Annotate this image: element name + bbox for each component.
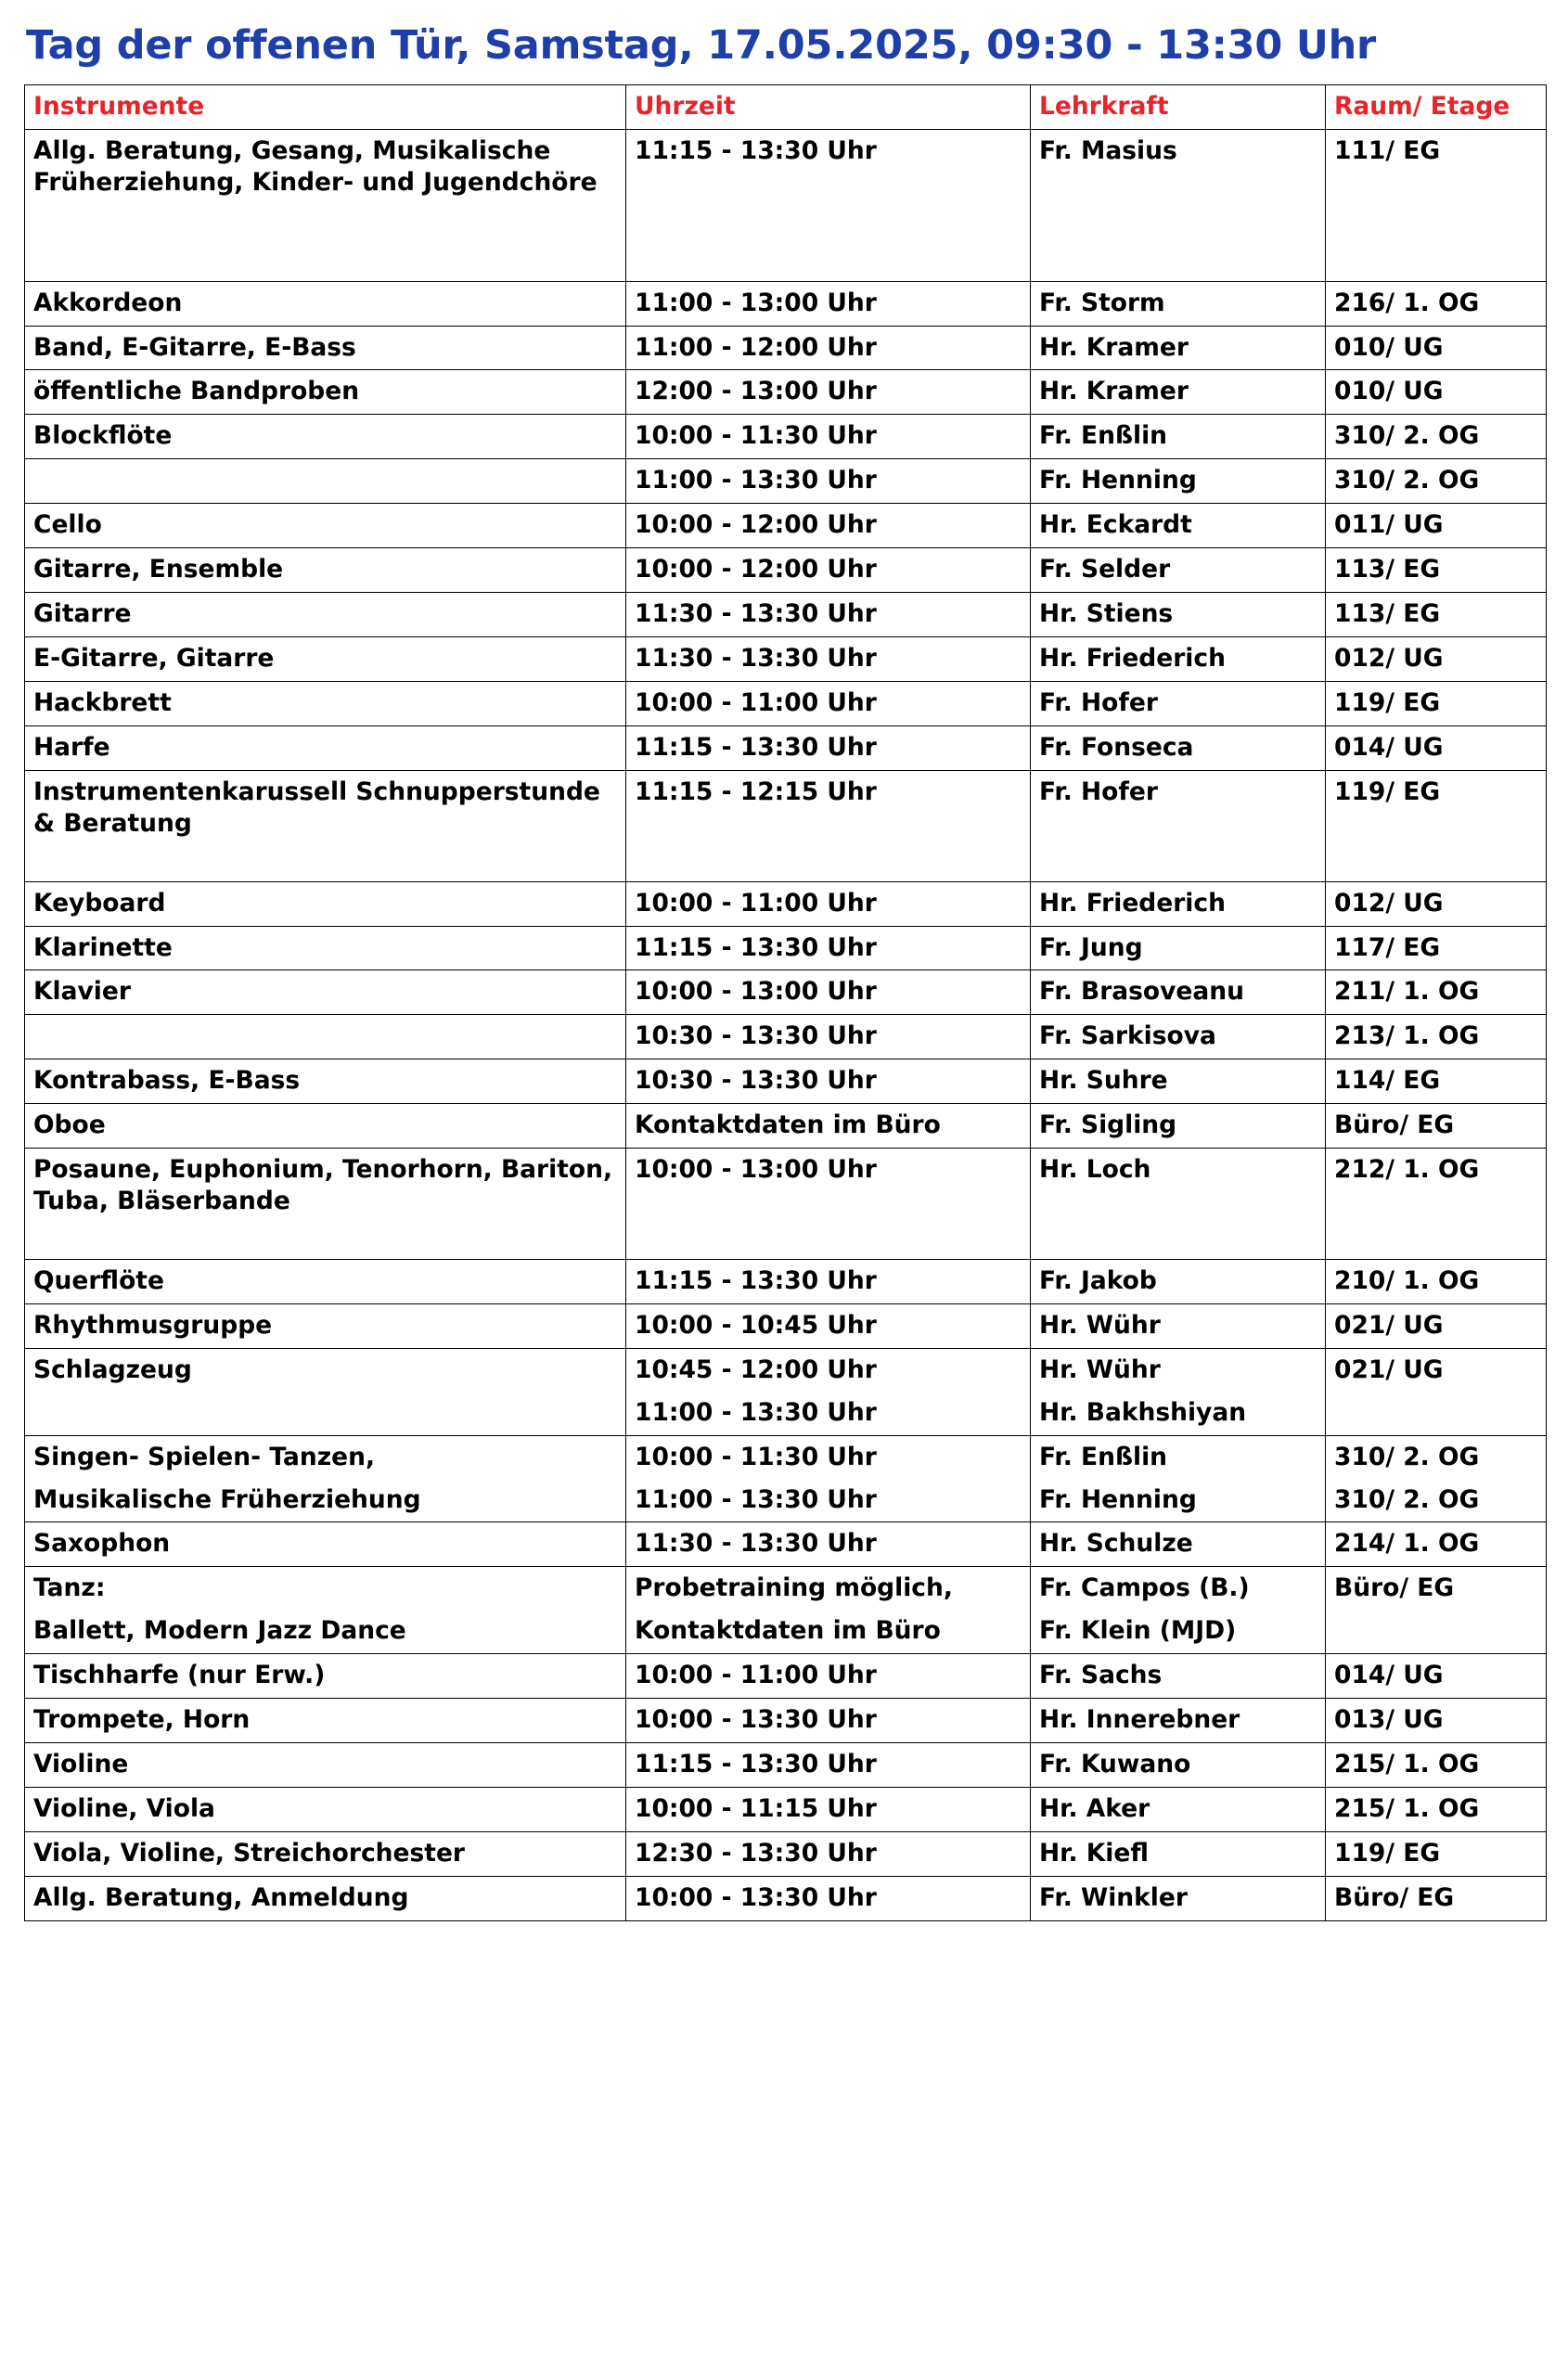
cell-room: 119/ EG [1326, 1831, 1547, 1876]
cell-teacher: Hr. Kiefl [1031, 1831, 1326, 1876]
cell-instrument: Blockflöte [25, 415, 626, 459]
cell-room: 212/ 1. OG [1326, 1149, 1547, 1260]
cell-instrument: Gitarre, Ensemble [25, 548, 626, 593]
table-header-row [25, 84, 1547, 129]
cell-instrument [25, 459, 626, 504]
cell-teacher-line: Fr. Enßlin [1039, 1442, 1168, 1471]
cell-teacher: Fr. Sachs [1031, 1654, 1326, 1699]
cell-instrument: Akkordeon [25, 281, 626, 326]
cell-time: 11:00 - 13:30 Uhr [626, 459, 1031, 504]
table-row [25, 681, 1547, 725]
cell-teacher: Fr. Sarkisova [1031, 1015, 1326, 1059]
cell-time: 11:15 - 13:30 Uhr [626, 1260, 1031, 1304]
cell-time: 11:00 - 13:00 Uhr [626, 281, 1031, 326]
cell-teacher: Hr. Friederich [1031, 636, 1326, 681]
table-body [25, 129, 1547, 1920]
cell-time: 10:00 - 12:00 Uhr [626, 504, 1031, 548]
cell-instrument: Trompete, Horn [25, 1699, 626, 1743]
table-row [25, 326, 1547, 370]
cell-instrument: Harfe [25, 725, 626, 770]
cell-room: 014/ UG [1326, 725, 1547, 770]
cell-time: 10:00 - 11:00 Uhr [626, 1654, 1031, 1699]
cell-teacher: Hr. Schulze [1031, 1522, 1326, 1567]
cell-instrument: Posaune, Euphonium, Tenorhorn, Bariton, Tuba, Bläserbande [25, 1149, 626, 1260]
cell-time: 10:00 - 11:15 Uhr [626, 1787, 1031, 1831]
cell-teacher: Hr. Stiens [1031, 592, 1326, 636]
cell-time: 11:30 - 13:30 Uhr [626, 636, 1031, 681]
cell-teacher: Fr. Hofer [1031, 681, 1326, 725]
cell-time: 11:15 - 13:30 Uhr [626, 1743, 1031, 1788]
table-row [25, 281, 1547, 326]
cell-teacher: Fr. Selder [1031, 548, 1326, 593]
cell-teacher: Fr. Enßlin [1031, 415, 1326, 459]
cell-time: 11:00 - 12:00 Uhr [626, 326, 1031, 370]
table-row [25, 1831, 1547, 1876]
cell-teacher [1031, 1435, 1326, 1522]
table-row [25, 459, 1547, 504]
cell-teacher-line: Fr. Campos (B.) [1039, 1573, 1250, 1603]
cell-time: 11:30 - 13:30 Uhr [626, 1522, 1031, 1567]
cell-instrument: Allg. Beratung, Anmeldung [25, 1876, 626, 1920]
cell-instrument: Viola, Violine, Streichorchester [25, 1831, 626, 1876]
cell-room: 213/ 1. OG [1326, 1015, 1547, 1059]
cell-instrument-line: Ballett, Modern Jazz Dance [33, 1616, 406, 1646]
cell-room: 119/ EG [1326, 770, 1547, 881]
table-row [25, 415, 1547, 459]
cell-instrument [25, 1435, 626, 1522]
cell-room-line: 310/ 2. OG [1334, 1484, 1480, 1514]
cell-instrument: Kontrabass, E-Bass [25, 1059, 626, 1104]
cell-teacher: Hr. Eckardt [1031, 504, 1326, 548]
cell-teacher: Fr. Hofer [1031, 770, 1326, 881]
cell-room: 216/ 1. OG [1326, 281, 1547, 326]
cell-instrument: Keyboard [25, 881, 626, 926]
cell-time: 10:00 - 11:00 Uhr [626, 881, 1031, 926]
cell-instrument-line: Singen- Spielen- Tanzen, [33, 1442, 376, 1471]
cell-teacher [1031, 1567, 1326, 1654]
cell-instrument: Querflöte [25, 1260, 626, 1304]
cell-teacher: Hr. Loch [1031, 1149, 1326, 1260]
table-row [25, 1567, 1547, 1654]
cell-teacher: Hr. Innerebner [1031, 1699, 1326, 1743]
table-row [25, 129, 1547, 281]
cell-instrument: Violine [25, 1743, 626, 1788]
cell-teacher: Hr. Kramer [1031, 370, 1326, 415]
cell-room: 119/ EG [1326, 681, 1547, 725]
table-row [25, 1059, 1547, 1104]
cell-instrument: Gitarre [25, 592, 626, 636]
table-row [25, 926, 1547, 970]
table-row [25, 770, 1547, 881]
cell-teacher: Fr. Kuwano [1031, 1743, 1326, 1788]
cell-instrument: Rhythmusgruppe [25, 1303, 626, 1348]
cell-room-line: 310/ 2. OG [1334, 1442, 1480, 1471]
open-day-schedule-table [24, 84, 1547, 1921]
cell-teacher: Fr. Henning [1031, 459, 1326, 504]
table-row [25, 1015, 1547, 1059]
table-row [25, 1104, 1547, 1149]
cell-time-line: 11:00 - 13:30 Uhr [635, 1397, 877, 1427]
cell-instrument: E-Gitarre, Gitarre [25, 636, 626, 681]
cell-instrument: öffentliche Bandproben [25, 370, 626, 415]
table-row [25, 548, 1547, 593]
cell-time-line: Kontaktdaten im Büro [635, 1616, 941, 1646]
cell-time [626, 1435, 1031, 1522]
table-row [25, 504, 1547, 548]
cell-room: 210/ 1. OG [1326, 1260, 1547, 1304]
cell-teacher: Fr. Brasoveanu [1031, 970, 1326, 1015]
table-row [25, 1303, 1547, 1348]
table-row [25, 1699, 1547, 1743]
cell-room: 113/ EG [1326, 592, 1547, 636]
cell-time-line: 10:00 - 11:30 Uhr [635, 1442, 877, 1471]
cell-room: 012/ UG [1326, 636, 1547, 681]
cell-time: 11:30 - 13:30 Uhr [626, 592, 1031, 636]
cell-room [1326, 1435, 1547, 1522]
cell-instrument-line: Musikalische Früherziehung [33, 1484, 421, 1514]
cell-teacher: Fr. Jakob [1031, 1260, 1326, 1304]
cell-room: 013/ UG [1326, 1699, 1547, 1743]
column-header-instruments: Instrumente [25, 84, 626, 129]
cell-room: 010/ UG [1326, 326, 1547, 370]
table-row [25, 1876, 1547, 1920]
cell-teacher-line: Hr. Wühr [1039, 1354, 1161, 1384]
cell-instrument: Klavier [25, 970, 626, 1015]
cell-instrument: Saxophon [25, 1522, 626, 1567]
cell-time: 10:00 - 11:30 Uhr [626, 415, 1031, 459]
cell-room: Büro/ EG [1326, 1104, 1547, 1149]
cell-teacher: Fr. Winkler [1031, 1876, 1326, 1920]
column-header-teacher: Lehrkraft [1031, 84, 1326, 129]
cell-instrument [25, 1567, 626, 1654]
cell-teacher: Hr. Aker [1031, 1787, 1326, 1831]
table-row [25, 970, 1547, 1015]
cell-room: Büro/ EG [1326, 1876, 1547, 1920]
table-row [25, 1654, 1547, 1699]
cell-room: 211/ 1. OG [1326, 970, 1547, 1015]
cell-instrument: Violine, Viola [25, 1787, 626, 1831]
cell-teacher-line: Fr. Henning [1039, 1484, 1197, 1514]
table-row [25, 881, 1547, 926]
cell-time: 11:15 - 13:30 Uhr [626, 129, 1031, 281]
column-header-room: Raum/ Etage [1326, 84, 1547, 129]
cell-instrument: Tischharfe (nur Erw.) [25, 1654, 626, 1699]
cell-time: 10:00 - 13:30 Uhr [626, 1876, 1031, 1920]
page-title: Tag der offenen Tür, Samstag, 17.05.2025, 09:30 - 13:30 Uhr [26, 22, 1377, 69]
cell-time-line: 10:45 - 12:00 Uhr [635, 1354, 877, 1384]
table-row [25, 370, 1547, 415]
cell-instrument [25, 1015, 626, 1059]
cell-teacher: Fr. Fonseca [1031, 725, 1326, 770]
cell-teacher: Fr. Sigling [1031, 1104, 1326, 1149]
cell-room: 214/ 1. OG [1326, 1522, 1547, 1567]
table-row [25, 1522, 1547, 1567]
cell-time: Kontaktdaten im Büro [626, 1104, 1031, 1149]
cell-time: 10:30 - 13:30 Uhr [626, 1059, 1031, 1104]
cell-instrument: Allg. Beratung, Gesang, Musikalische Früherziehung, Kinder- und Jugendchöre [25, 129, 626, 281]
cell-time: 10:00 - 13:00 Uhr [626, 1149, 1031, 1260]
cell-instrument: Klarinette [25, 926, 626, 970]
cell-room: 021/ UG [1326, 1348, 1547, 1435]
cell-instrument: Schlagzeug [25, 1348, 626, 1435]
cell-teacher: Fr. Masius [1031, 129, 1326, 281]
cell-room: 117/ EG [1326, 926, 1547, 970]
cell-teacher: Hr. Wühr [1031, 1303, 1326, 1348]
cell-time-line: 11:00 - 13:30 Uhr [635, 1484, 877, 1514]
cell-time [626, 1348, 1031, 1435]
cell-time: 10:00 - 11:00 Uhr [626, 681, 1031, 725]
table-row [25, 1435, 1547, 1522]
table-row [25, 1348, 1547, 1435]
cell-instrument: Band, E-Gitarre, E-Bass [25, 326, 626, 370]
cell-room: 310/ 2. OG [1326, 459, 1547, 504]
cell-teacher: Fr. Jung [1031, 926, 1326, 970]
cell-time: 10:30 - 13:30 Uhr [626, 1015, 1031, 1059]
cell-time: 10:00 - 13:00 Uhr [626, 970, 1031, 1015]
cell-instrument: Hackbrett [25, 681, 626, 725]
cell-teacher-line: Hr. Bakhshiyan [1039, 1397, 1247, 1427]
cell-teacher: Hr. Suhre [1031, 1059, 1326, 1104]
cell-room: 010/ UG [1326, 370, 1547, 415]
cell-teacher: Hr. Friederich [1031, 881, 1326, 926]
table-row [25, 1260, 1547, 1304]
cell-room: 113/ EG [1326, 548, 1547, 593]
table-row [25, 1743, 1547, 1788]
table-row [25, 1149, 1547, 1260]
cell-room: 012/ UG [1326, 881, 1547, 926]
cell-time: 12:30 - 13:30 Uhr [626, 1831, 1031, 1876]
cell-time: 10:00 - 12:00 Uhr [626, 548, 1031, 593]
cell-room: 021/ UG [1326, 1303, 1547, 1348]
cell-teacher-line: Fr. Klein (MJD) [1039, 1616, 1237, 1646]
table-row [25, 592, 1547, 636]
cell-teacher: Hr. Kramer [1031, 326, 1326, 370]
cell-instrument: Cello [25, 504, 626, 548]
cell-room: 215/ 1. OG [1326, 1787, 1547, 1831]
cell-instrument: Instrumentenkarussell Schnupperstunde & Beratung [25, 770, 626, 881]
cell-time: 11:15 - 12:15 Uhr [626, 770, 1031, 881]
cell-time: 10:00 - 10:45 Uhr [626, 1303, 1031, 1348]
cell-teacher [1031, 1348, 1326, 1435]
cell-teacher: Fr. Storm [1031, 281, 1326, 326]
table-row [25, 636, 1547, 681]
column-header-time: Uhrzeit [626, 84, 1031, 129]
cell-instrument: Oboe [25, 1104, 626, 1149]
cell-room: 014/ UG [1326, 1654, 1547, 1699]
cell-room: 111/ EG [1326, 129, 1547, 281]
cell-room: 011/ UG [1326, 504, 1547, 548]
cell-time-line: Probetraining möglich, [635, 1573, 953, 1603]
cell-room: Büro/ EG [1326, 1567, 1547, 1654]
cell-time: 10:00 - 13:30 Uhr [626, 1699, 1031, 1743]
cell-room: 310/ 2. OG [1326, 415, 1547, 459]
cell-room: 114/ EG [1326, 1059, 1547, 1104]
cell-room: 215/ 1. OG [1326, 1743, 1547, 1788]
table-row [25, 1787, 1547, 1831]
cell-time: 11:15 - 13:30 Uhr [626, 926, 1031, 970]
cell-instrument-line: Tanz: [33, 1573, 106, 1603]
table-row [25, 725, 1547, 770]
cell-time: 11:15 - 13:30 Uhr [626, 725, 1031, 770]
cell-time: 12:00 - 13:00 Uhr [626, 370, 1031, 415]
cell-time [626, 1567, 1031, 1654]
